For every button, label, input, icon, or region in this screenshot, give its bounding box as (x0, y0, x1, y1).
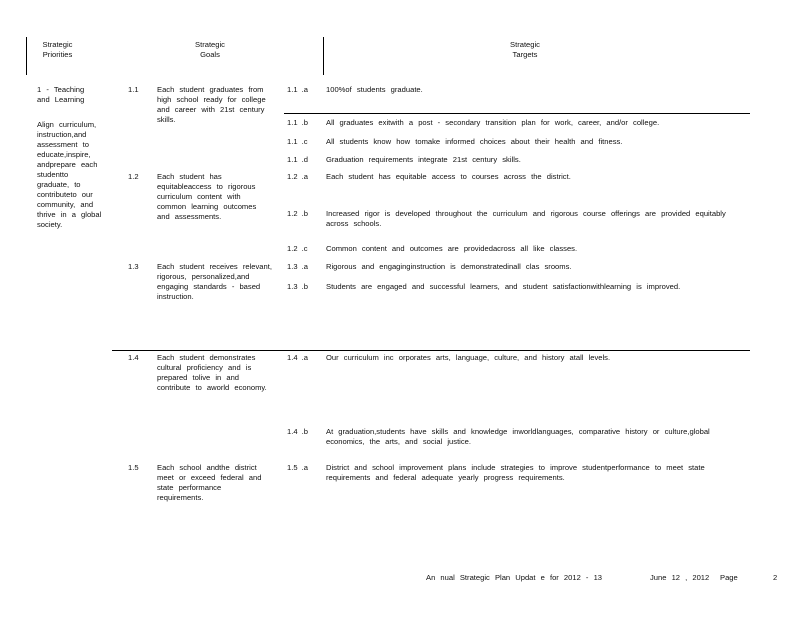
goal-text: Each student graduates from high school ready for college and career with 21st century skills. (157, 85, 266, 124)
target-text: All graduates exitwith a post - secondary transition plan for work, career, and/or college. (326, 118, 660, 127)
target-number: 1.5 .a (287, 463, 308, 472)
target-text: District and school improvement plans include strategies to improve studentperformance to meet state requirements and federal adequate yearly progress requirements. (326, 463, 705, 482)
target-number: 1.1 .c (287, 137, 308, 146)
target-number: 1.3 .b (287, 282, 308, 291)
target-text: At graduation,students have skills and knowledge inworldlanguages, comparative history or culture,global economics, the arts, and social justice. (326, 427, 710, 446)
goal-number: 1.3 (128, 262, 139, 271)
column-divider-right (323, 37, 324, 75)
target-number: 1.2 .b (287, 209, 308, 218)
target-number: 1.1 .d (287, 155, 308, 164)
target-number: 1.1 .a (287, 85, 308, 94)
goal-text: Each student receives relevant, rigorous, personalized,and engaging standards - based instruction. (157, 262, 272, 301)
target-text: All students know how tomake informed choices about their health and fitness. (326, 137, 623, 146)
priority-description: Align curriculum, instruction,and assessment to educate,inspire, andprepare each studentto graduate, to contributeto our community, and thrive in a global society. (37, 120, 102, 229)
target-number: 1.2 .a (287, 172, 308, 181)
target-row-divider (284, 113, 750, 114)
footer-date: June 12 , 2012 (650, 573, 710, 582)
goal-text: Each student has equitableaccess to rigorous curriculum content with common learning outcomes and assessments. (157, 172, 257, 221)
footer-page-number: 2 (773, 573, 778, 582)
target-number: 1.1 .b (287, 118, 308, 127)
goal-number: 1.5 (128, 463, 139, 472)
target-text: Graduation requirements integrate 21st century skills. (326, 155, 521, 164)
priority-title: 1 - Teaching and Learning (37, 85, 85, 104)
goal-text: Each school andthe district meet or exceed federal and state performance requirements. (157, 463, 262, 502)
section-divider (112, 350, 750, 351)
target-number: 1.2 .c (287, 244, 308, 253)
goal-number: 1.1 (128, 85, 139, 94)
target-text: 100%of students graduate. (326, 85, 423, 94)
header-targets: Strategic Targets (510, 40, 540, 59)
target-text: Increased rigor is developed throughout the curriculum and rigorous course offerings are provided equitably across schools. (326, 209, 726, 228)
target-number: 1.3 .a (287, 262, 308, 271)
target-text: Rigorous and engaginginstruction is demonstratedinall clas srooms. (326, 262, 572, 271)
target-text: Each student has equitable access to courses across the district. (326, 172, 571, 181)
footer-page-label: Page (720, 573, 738, 582)
target-number: 1.4 .b (287, 427, 308, 436)
goal-text: Each student demonstrates cultural proficiency and is prepared tolive in and contribute to aworld economy. (157, 353, 267, 392)
target-text: Common content and outcomes are providedacross all like classes. (326, 244, 578, 253)
goal-number: 1.2 (128, 172, 139, 181)
goal-number: 1.4 (128, 353, 139, 362)
target-number: 1.4 .a (287, 353, 308, 362)
header-priorities: Strategic Priorities (42, 40, 73, 59)
target-text: Students are engaged and successful learners, and student satisfactionwithlearning is improved. (326, 282, 681, 291)
header-goals: Strategic Goals (195, 40, 225, 59)
target-text: Our curriculum inc orporates arts, language, culture, and history atall levels. (326, 353, 611, 362)
footer-document-title: An nual Strategic Plan Updat e for 2012 - 13 (426, 573, 603, 582)
column-divider-left (26, 37, 27, 75)
